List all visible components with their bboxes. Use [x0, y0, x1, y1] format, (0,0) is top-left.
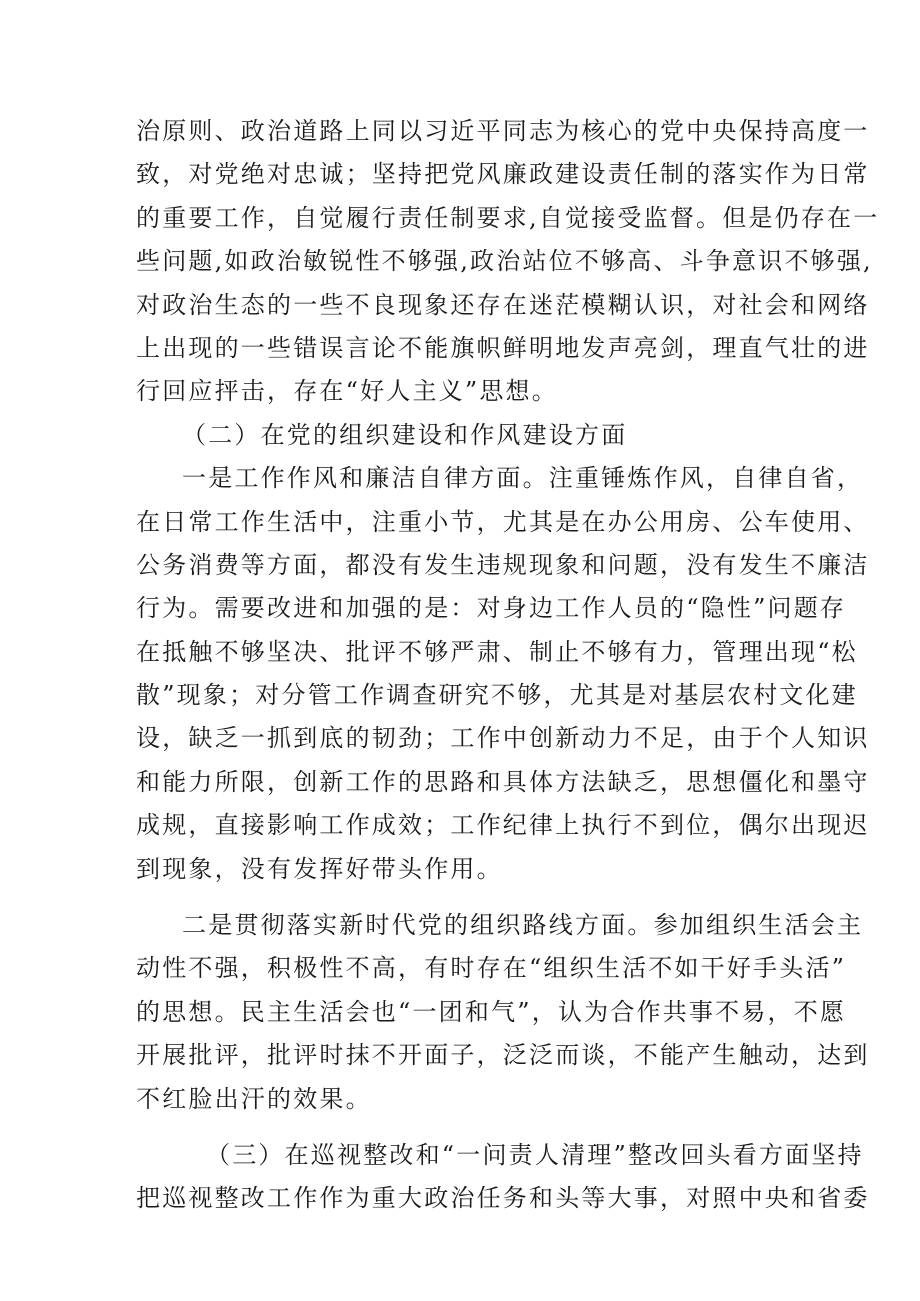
paragraph-inspection — [136, 1134, 870, 1221]
paragraph-work-style — [136, 457, 870, 891]
text-line: 治原则、政治道路上同以习近平同志为核心的党中央保持高度一 — [136, 117, 870, 145]
text-line: 些问题,如政治敏锐性不够强,政治站位不够高、斗争意识不够强, — [136, 247, 873, 276]
text-line: 成规，直接影响工作成效；工作纪律上执行不到位，偶尔出现迟 — [136, 811, 870, 840]
section-heading: （二）在党的组织建设和作风建设方面 — [182, 420, 628, 449]
text-line: 一是工作作风和廉洁自律方面。注重锤炼作风，自律自省， — [182, 464, 864, 493]
text-line: 致，对党绝对忠诚；坚持把党风廉政建设责任制的落实作为日常 — [136, 160, 870, 189]
text-line: 公务消费等方面，都没有发生违规现象和问题，没有发生不廉洁 — [136, 550, 870, 579]
text-line: 的思想。民主生活会也“一团和气”，认为合作共事不易，不愿 — [136, 997, 847, 1026]
text-line: 设，缺乏一抓到底的韧劲；工作中创新动力不足，由于个人知识 — [136, 724, 870, 753]
text-line: 行回应抨击，存在“好人主义”思想。 — [136, 377, 558, 406]
text-line: 散”现象；对分管工作调查研究不够，尤其是对基层农村文化建 — [136, 681, 858, 710]
text-line: （三）在巡视整改和“一问责人清理”整改回头看方面坚持 — [206, 1140, 864, 1169]
text-line: 在日常工作生活中，注重小节，尤其是在办公用房、公车使用、 — [136, 507, 870, 536]
text-line: 对政治生态的一些不良现象还存在迷茫模糊认识，对社会和网络 — [136, 290, 870, 319]
text-line: 二是贯彻落实新时代党的组织路线方面。参加组织生活会主 — [182, 911, 864, 940]
text-line: 在抵触不够坚决、批评不够严肃、制止不够有力，管理出现“松 — [136, 637, 858, 666]
text-line: 行为。需要改进和加强的是：对身边工作人员的“隐性”问题存 — [136, 594, 847, 623]
text-line: 和能力所限，创新工作的思路和具体方法缺乏，思想僵化和墨守 — [136, 767, 870, 796]
document-body — [136, 110, 880, 1221]
text-line: 开展批评，批评时抹不开面子，泛泛而谈，不能产生触动，达到 — [136, 1041, 870, 1070]
text-line: 不红脸出汗的效果。 — [136, 1084, 372, 1113]
text-line: 动性不强，积极性不高，有时存在“组织生活不如干好手头活” — [136, 954, 847, 983]
text-line: 到现象，没有发挥好带头作用。 — [136, 854, 503, 883]
text-line: 上出现的一些错误言论不能旗帜鲜明地发声亮剑，理直气壮的进 — [136, 333, 870, 362]
text-line: 的重要工作，自觉履行责任制要求,自觉接受监督。但是仍存在一 — [136, 203, 880, 232]
paragraph-organization-line — [136, 904, 870, 1121]
paragraph-political — [136, 110, 880, 414]
text-line: 把巡视整改工作作为重大政治任务和头等大事，对照中央和省委 — [136, 1184, 870, 1213]
